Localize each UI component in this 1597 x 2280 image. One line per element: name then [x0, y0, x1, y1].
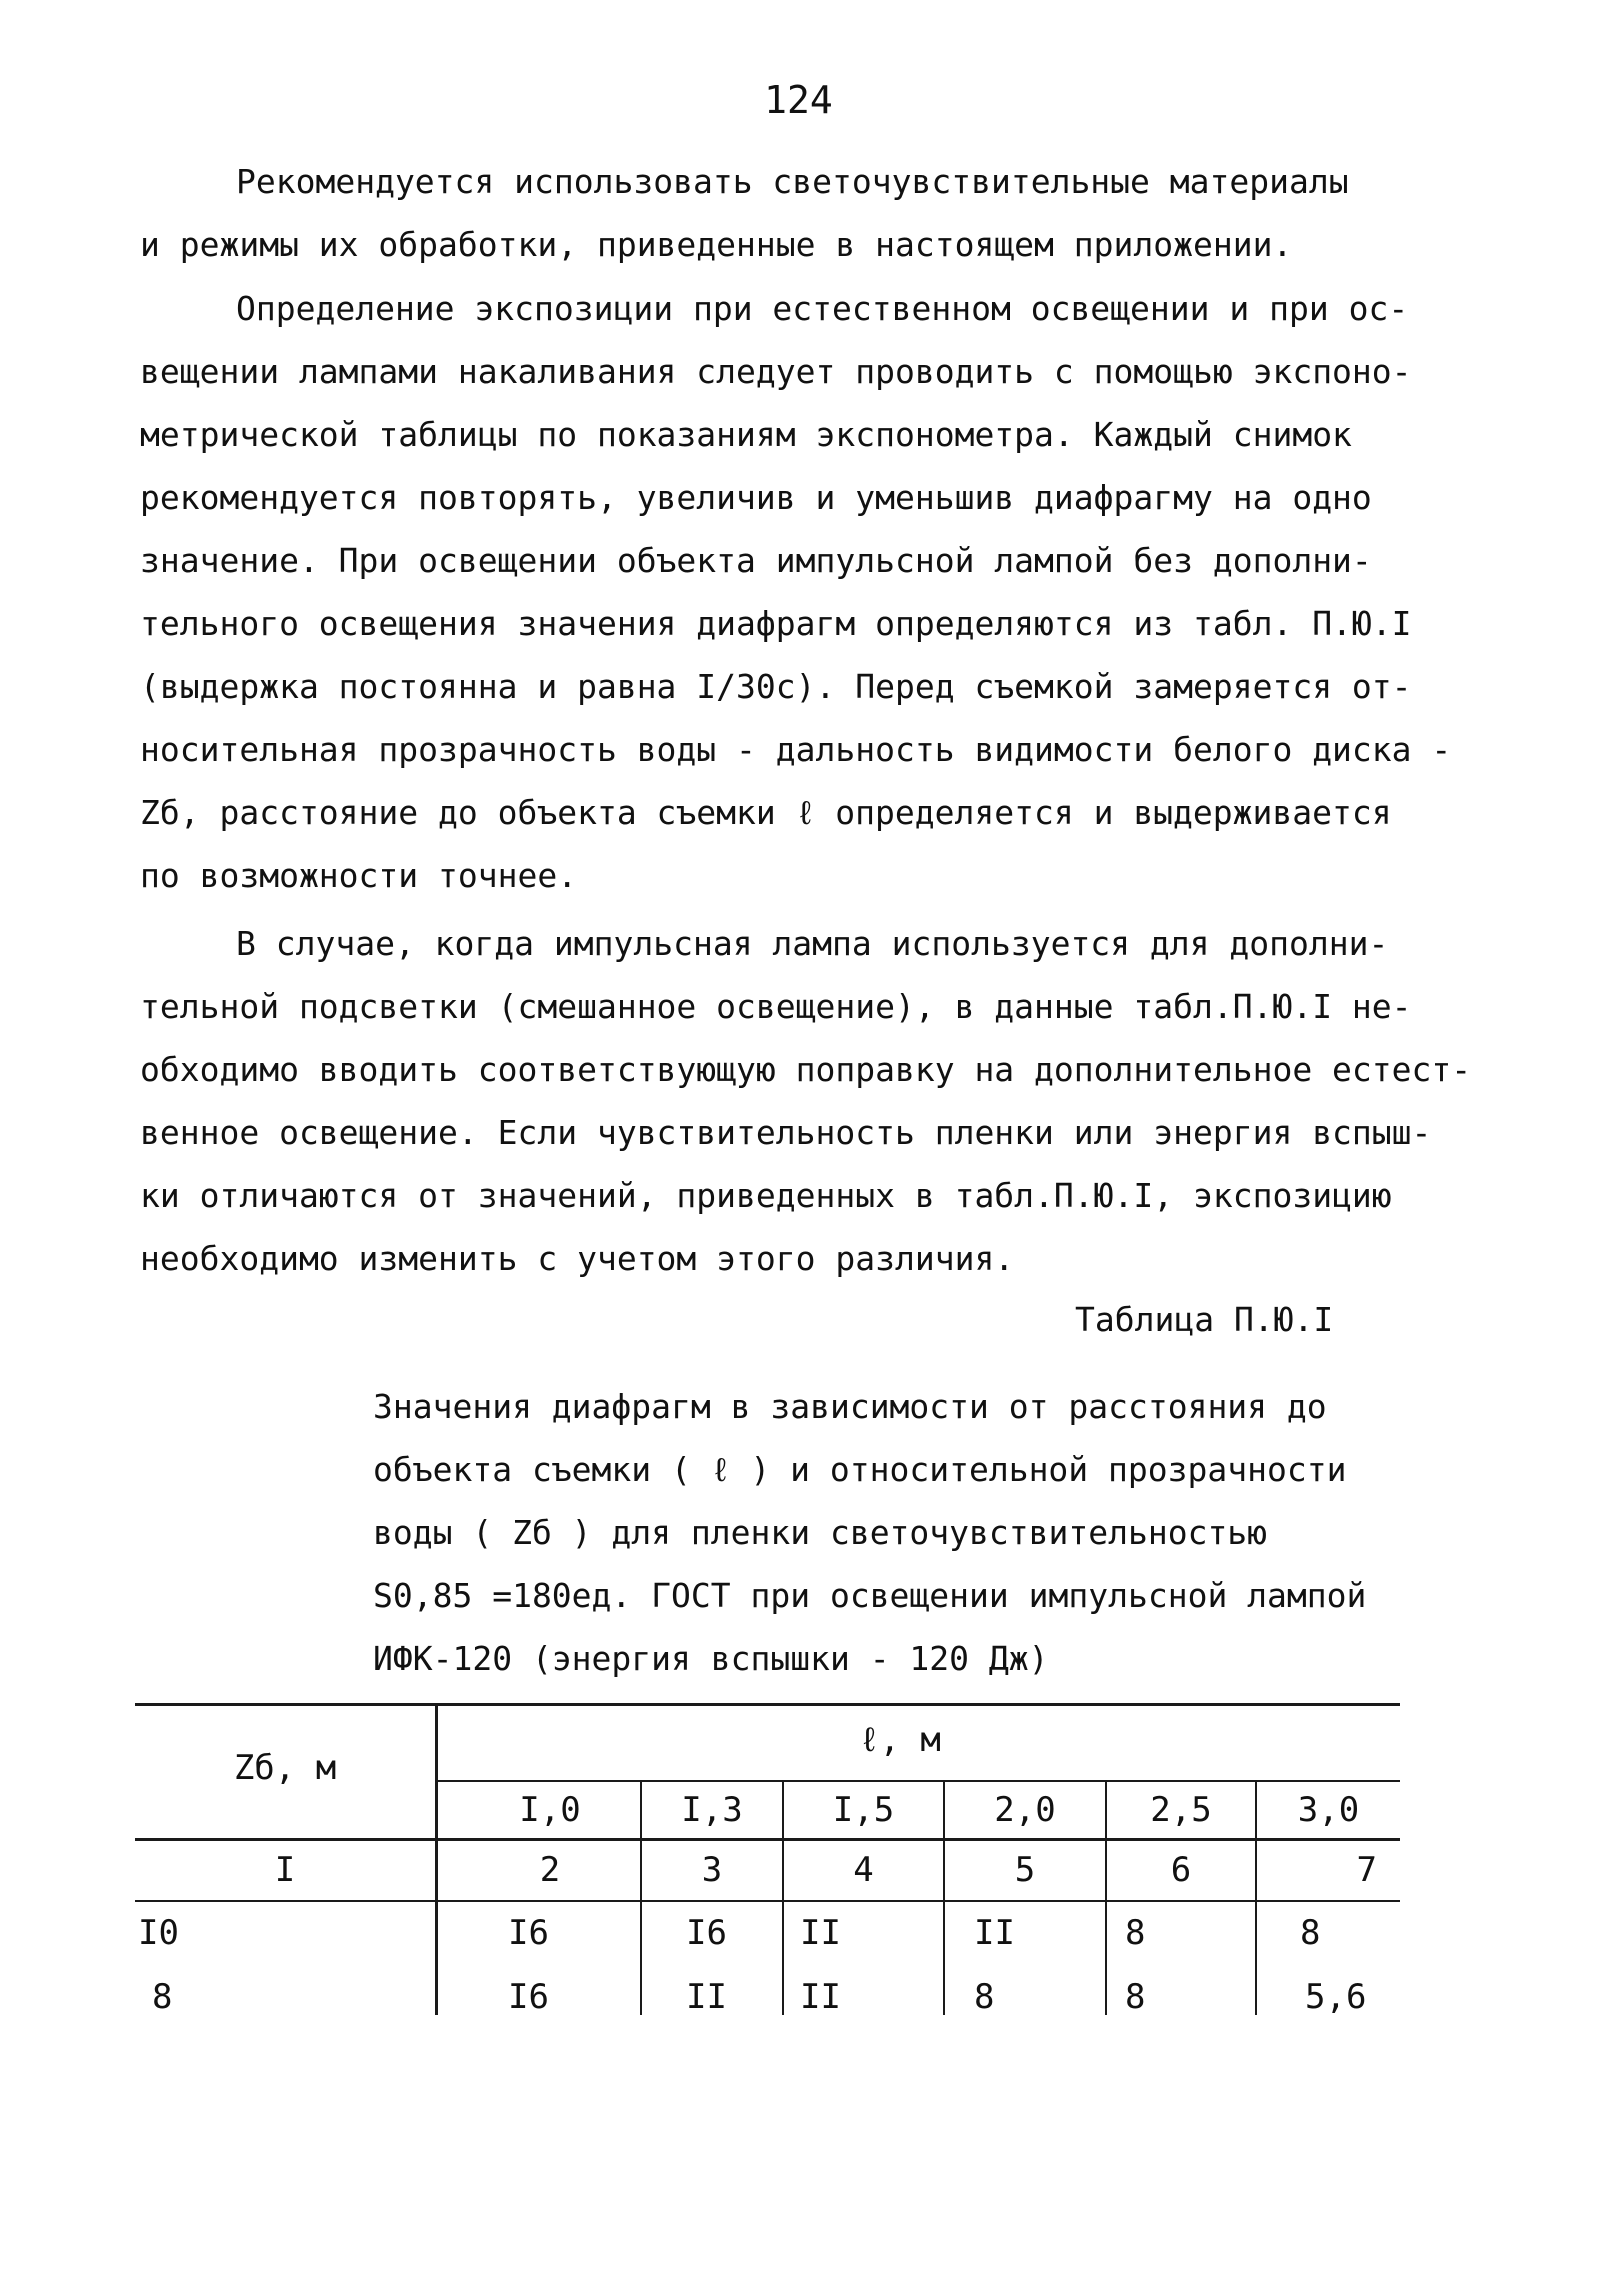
text-line: венное освещение. Если чувствительность пленки или энергия вспыш- — [140, 1113, 1432, 1152]
table-row-z-value: 8 — [152, 1977, 173, 2017]
table-cell: I6 — [508, 1977, 549, 2017]
table-col-number: 7 — [1356, 1850, 1377, 1890]
table-cell: II — [800, 1913, 841, 1953]
table-col-divider — [1105, 1780, 1107, 2015]
table-cell: 8 — [1125, 1977, 1146, 2017]
table-col-number: 2 — [539, 1850, 561, 1890]
text-line: (выдержка постоянна и равна I/30с). Перед съемкой замеряется от- — [140, 667, 1412, 706]
text-line: необходимо изменить с учетом этого различия. — [140, 1239, 1015, 1278]
text-line: и режимы их обработки, приведенные в настоящем приложении. — [140, 225, 1293, 264]
text-line: Рекомендуется использовать светочувствительные материалы — [236, 162, 1349, 201]
page-number: 124 — [764, 78, 833, 122]
text-line: тельного освещения значения диафрагм определяются из табл. П.Ю.I — [140, 604, 1412, 643]
table-cell: II — [686, 1977, 727, 2017]
caption-line: Значения диафрагм в зависимости от расстояния до — [373, 1387, 1327, 1426]
table-number-rule — [135, 1900, 1400, 1902]
text-line: обходимо вводить соответствующую поправку на дополнительное естест- — [140, 1050, 1472, 1089]
text-line: ки отличаются от значений, приведенных в табл.П.Ю.I, экспозицию — [140, 1176, 1392, 1215]
table-caption — [373, 1375, 1423, 1690]
table-cell: 8 — [1125, 1913, 1146, 1953]
table-col-divider — [1255, 1780, 1257, 2015]
text-line: Zб, расстояние до объекта съемки ℓ определяется и выдерживается — [140, 793, 1392, 832]
table-col-group-header: ℓ, м — [859, 1720, 941, 1760]
table-cell: II — [974, 1913, 1015, 1953]
table-row-z-value: I0 — [138, 1913, 179, 1953]
table-col-number: I — [274, 1850, 296, 1890]
table-subheader-rule — [435, 1780, 1400, 1782]
text-line: рекомендуется повторять, увеличив и уменьшив диафрагму на одно — [140, 478, 1372, 517]
table-main-divider — [435, 1703, 438, 2015]
caption-line: S0,85 =180ед. ГОСТ при освещении импульсной лампой — [373, 1576, 1367, 1615]
table-col-header: 3,0 — [1297, 1790, 1360, 1830]
table-col-number: 6 — [1170, 1850, 1192, 1890]
caption-line: воды ( Zб ) для пленки светочувствительностью — [373, 1513, 1268, 1552]
table-col-number: 3 — [701, 1850, 723, 1890]
text-line: по возможности точнее. — [140, 856, 578, 895]
text-line: Определение экспозиции при естественном освещении и при ос- — [236, 289, 1409, 328]
caption-line: ИФК-120 (энергия вспышки - 120 Дж) — [373, 1639, 1049, 1678]
table-cell: 8 — [974, 1977, 995, 2017]
table-label: Таблица П.Ю.I — [1075, 1300, 1334, 1339]
table-col-divider — [943, 1780, 945, 2015]
table-col-header: I,0 — [519, 1790, 581, 1830]
table-cell: I6 — [686, 1913, 727, 1953]
text-line: метрической таблицы по показаниям экспонометра. Каждый снимок — [140, 415, 1352, 454]
table-col-number: 4 — [853, 1850, 874, 1890]
paragraph-1 — [140, 150, 1460, 276]
table-cell: I6 — [508, 1913, 549, 1953]
table-cell: 8 — [1300, 1913, 1321, 1953]
table-header-rule — [135, 1838, 1400, 1841]
table-col-divider — [640, 1780, 642, 2015]
text-line: значение. При освещении объекта импульсной лампой без дополни- — [140, 541, 1372, 580]
text-line: вещении лампами накаливания следует проводить с помощью экспоно- — [140, 352, 1412, 391]
text-line: носительная прозрачность воды - дальность видимости белого диска - — [140, 730, 1452, 769]
text-line: тельной подсветки (смешанное освещение), в данные табл.П.Ю.I не- — [140, 987, 1412, 1026]
caption-line: объекта съемки ( ℓ ) и относительной прозрачности — [373, 1450, 1347, 1489]
paragraph-3 — [140, 912, 1472, 1290]
table-cell: II — [800, 1977, 841, 2017]
table-top-rule — [135, 1703, 1400, 1706]
table-cell: 5,6 — [1305, 1977, 1367, 2017]
table-col-header: 2,0 — [994, 1790, 1056, 1830]
table-col-header: I,3 — [681, 1790, 743, 1830]
table-col-header: I,5 — [832, 1790, 895, 1830]
table-row-header: Zб, м — [233, 1748, 337, 1788]
table-col-divider — [782, 1780, 784, 2015]
table-col-header: 2,5 — [1150, 1790, 1212, 1830]
text-line: В случае, когда импульсная лампа используется для дополни- — [236, 924, 1389, 963]
table-col-number: 5 — [1014, 1850, 1036, 1890]
paragraph-2 — [140, 277, 1460, 907]
